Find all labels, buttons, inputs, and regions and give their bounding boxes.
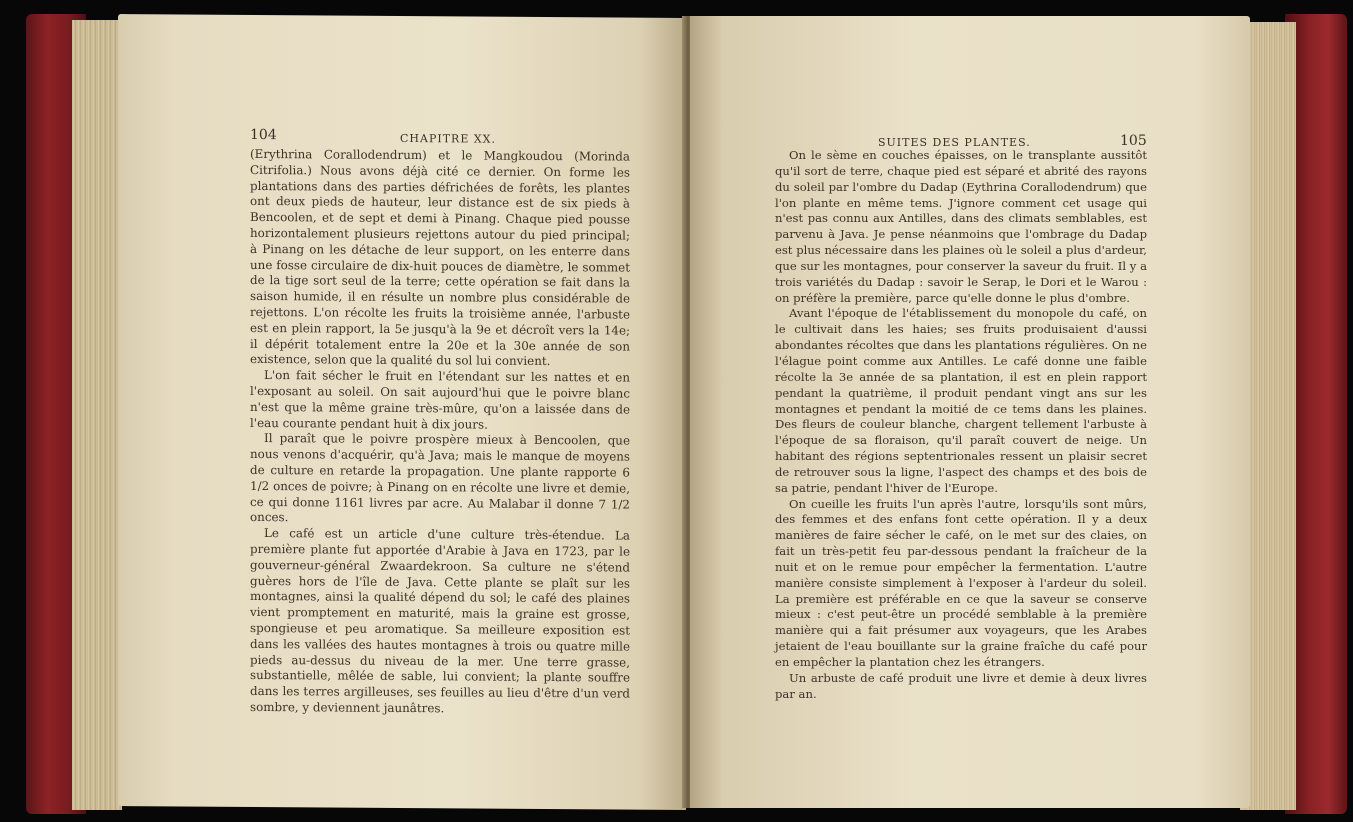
running-head-right: SUITES DES PLANTES. <box>878 136 1031 149</box>
paragraph: Il paraît que le poivre prospère mieux à Bencoolen, que nous venons d'acquérir, qu'à Java; mais le manque de moyens de culture en retarde la propagation. Une plante rapporte 6 1/2 onces de poivre; à Pinang on en récolte une livre et demie, ce qui donne 1161 livres par acre. Au Malabar il donne 7 1/2 onces. <box>250 431 630 525</box>
right-page <box>690 16 1250 808</box>
paragraph: Le café est un article d'une culture très-étendue. La première plante fut apportée d'Arabie à Java en 1723, par le gouverneur-général Zwaardekroon. Sa culture ne s'étend guères hors de l'île de Java. Cette plante se plaît sur les montagnes, ainsi la qualité dépend du sol; le café des plaines vient promptement en maturité, mais la graine est grosse, spongieuse et peu aromatique. Sa meilleure exposition est dans les vallées des hautes montagnes à trois ou quatre mille pieds au-dessus du niveau de la mer. Une terre grasse, substantielle, mêlée de sable, lui convient; la plante souffre dans les terres argilleuses, ses feuilles au lieu d'être d'un verd sombre, y deviennent jaunâtres. <box>250 526 630 716</box>
paragraph: On le sème en couches épaisses, on le transplante aussitôt qu'il sort de terre, chaque pied est séparé et abrité des rayons du soleil par l'ombre du Dadap (Eythrina Corallodendrum) que l'on plante en même tems. J'ignore comment cet usage qui n'est pas connu aux Antilles, dans des climats semblables, est parvenu à Java. Je pense néanmoins que l'ombrage du Dadap est plus nécessaire dans les plaines où le soleil a plus d'ardeur, que sur les montagnes, pour conserver la saveur du fruit. Il y a trois variétés du Dadap : savoir le Serap, le Dori et le Warou : on préfère la première, parce qu'elle donne le plus d'ombre. <box>775 148 1147 305</box>
page-number-left: 104 <box>250 126 277 144</box>
paragraph: On cueille les fruits l'un après l'autre, lorsqu'ils sont mûrs, des femmes et des enfans font cette opération. Il y a deux manières de faire sécher le café, on le met sur des claies, on fait un très-petit feu par-dessous pendant la fraîcheur de la nuit et on le remue pour empêcher la fermentation. L'autre manière consiste simplement à l'exposer à l'ardeur du soleil. La première est préférable en ce que la saveur se conserve mieux : c'est peut-être un procédé semblable à la première manière qui a fait présumer aux voyageurs, que les Arabes jetaient de l'eau bouillante sur la graine fraîche du café pour en empêcher la plantation chez les étrangers. <box>775 496 1147 669</box>
paragraph: Un arbuste de café produit une livre et demie à deux livres par an. <box>775 670 1147 701</box>
page-number-right: 105 <box>1120 133 1147 149</box>
left-page-text <box>250 147 630 718</box>
right-page-text <box>775 148 1147 703</box>
left-page <box>118 14 686 810</box>
page-edges-left <box>72 20 122 810</box>
running-head-left: CHAPITRE XX. <box>400 131 497 146</box>
paragraph: Avant l'époque de l'établissement du monopole du café, on le cultivait dans les haies; ses fruits produisaient d'aussi abondantes récoltes que dans les plantations régulières. On ne l'élague point comme aux Antilles. Le café donne une faible récolte la 3e année de sa plantation, il est en plein rapport pendant la quatrième, il produit pendant vingt ans sur les montagnes et pendant la moitié de ce tems dans les plaines. Des fleurs de couleur blanche, chargent tellement l'arbuste à l'époque de sa floraison, qu'il paraît couvert de neige. Un habitant des régions septentrionales ressent un plaisir secret de retrouver sous la ligne, l'aspect des champs et des bois de sa patrie, pendant l'hiver de l'Europe. <box>775 306 1147 495</box>
paragraph: (Erythrina Corallodendrum) et le Mangkoudou (Morinda Citrifolia.) Nous avons déjà cité ce dernier. On forme les plantations dans des parties défrichées de forêts, les plantes ont deux pieds de hauteur, leur distance est de six pieds à Bencoolen, et de sept et demi à Pinang. Chaque pied pousse horizontalement plusieurs rejettons autour du pied principal; à Pinang on les détache de leur support, on les enterre dans une fosse circulaire de dix-huit pouces de diamètre, le sommet de la tige sort seul de la terre; cette opération se fait dans la saison humide, il en résulte un nombre plus considérable de rejettons. L'on récolte les fruits la troisième année, l'arbuste est en plein rapport, la 5e jusqu'à la 9e et décroît vers la 14e; il dépérit totalement entre la 20e et la 30e année de son existence, selon que la qualité du sol lui convient. <box>250 146 630 369</box>
paragraph: L'on fait sécher le fruit en l'étendant sur les nattes et en l'exposant au soleil. On sait aujourd'hui que le poivre blanc n'est que la même graine très-mûre, qu'on a laissée dans de l'eau courante pendant huit à dix jours. <box>250 368 630 432</box>
